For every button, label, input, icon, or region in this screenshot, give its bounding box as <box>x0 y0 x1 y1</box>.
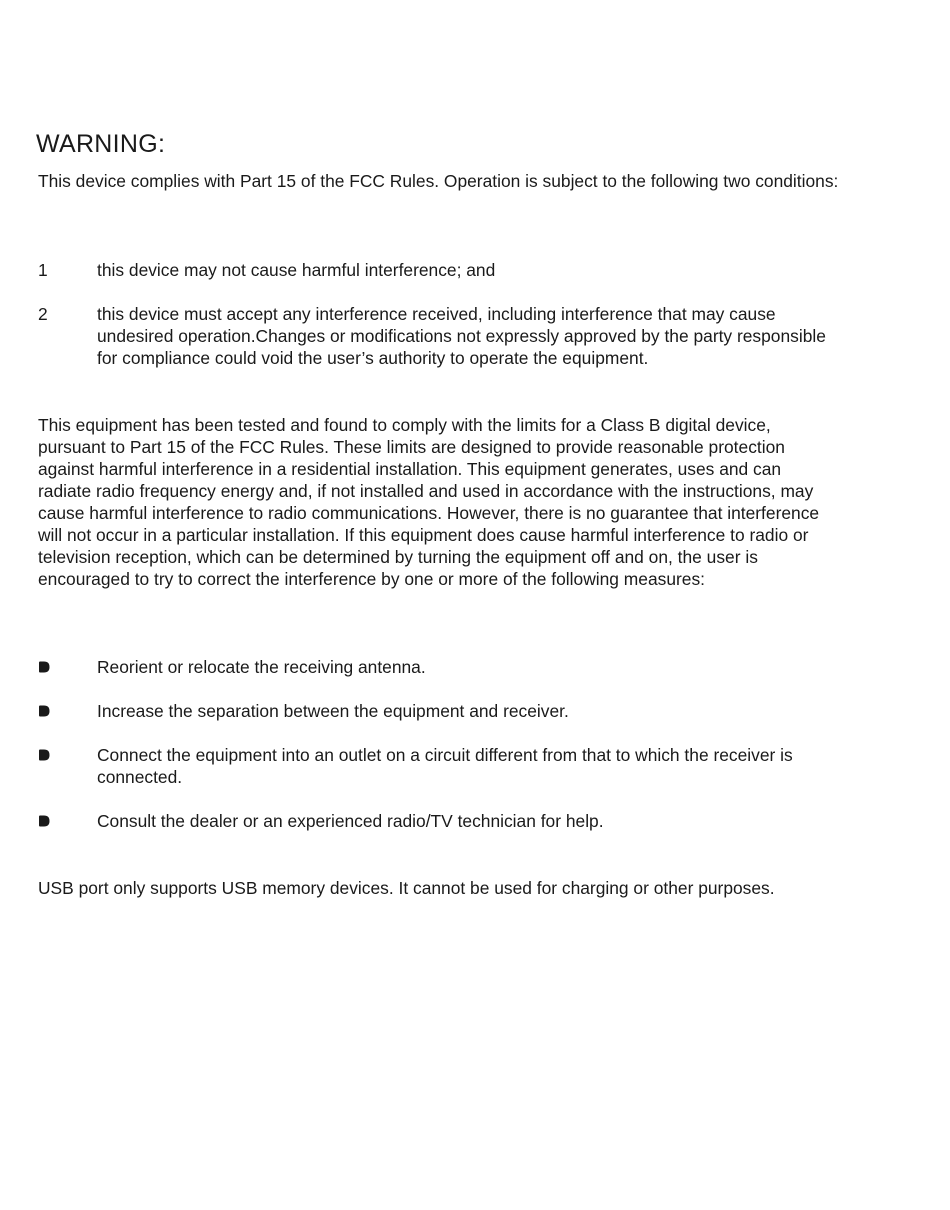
measure-text: Increase the separation between the equipment and receiver. <box>97 701 569 721</box>
warning-heading: WARNING: <box>36 130 166 158</box>
measure-text: Consult the dealer or an experienced radio/TV technician for help. <box>97 811 604 831</box>
measure-item <box>38 656 858 678</box>
usb-note: USB port only supports USB memory devices. It cannot be used for charging or other purposes. <box>38 878 775 898</box>
condition-item <box>38 259 838 281</box>
condition-text: this device must accept any interference received, including interference that may cause undesired operation.Changes or modifications not expressly approved by the party responsible for compliance could void the user’s authority to operate the equipment. <box>97 304 826 368</box>
measure-text: Connect the equipment into an outlet on a circuit different from that to which the receiver is connected. <box>97 745 793 787</box>
condition-number: 1 <box>38 260 48 280</box>
measures-list <box>38 656 858 854</box>
bullet-icon <box>38 749 50 761</box>
bullet-icon <box>38 705 50 717</box>
condition-number: 2 <box>38 304 48 324</box>
measure-text: Reorient or relocate the receiving antenna. <box>97 657 426 677</box>
measure-item <box>38 744 858 788</box>
class-b-paragraph: This equipment has been tested and found to comply with the limits for a Class B digital device, pursuant to Part 15 of the FCC Rules. These limits are designed to provide reasonable protection against harmful interference in a residential installation. This equipment generates, uses and can radiate radio frequency energy and, if not installed and used in accordance with the instructions, may cause harmful interference to radio communications. However, there is no guarantee that interference will not occur in a particular installation. If this equipment does cause harmful interference to radio or television reception, which can be determined by turning the equipment off and on, the user is encouraged to try to correct the interference by one or more of the following measures: <box>38 415 820 589</box>
measure-item <box>38 810 858 832</box>
condition-text: this device may not cause harmful interference; and <box>97 260 496 280</box>
conditions-list <box>38 259 838 391</box>
bullet-icon <box>38 661 50 673</box>
fcc-intro-text: This device complies with Part 15 of the FCC Rules. Operation is subject to the following two conditions: <box>38 171 839 191</box>
bullet-icon <box>38 815 50 827</box>
measure-item <box>38 700 858 722</box>
condition-item <box>38 303 838 369</box>
